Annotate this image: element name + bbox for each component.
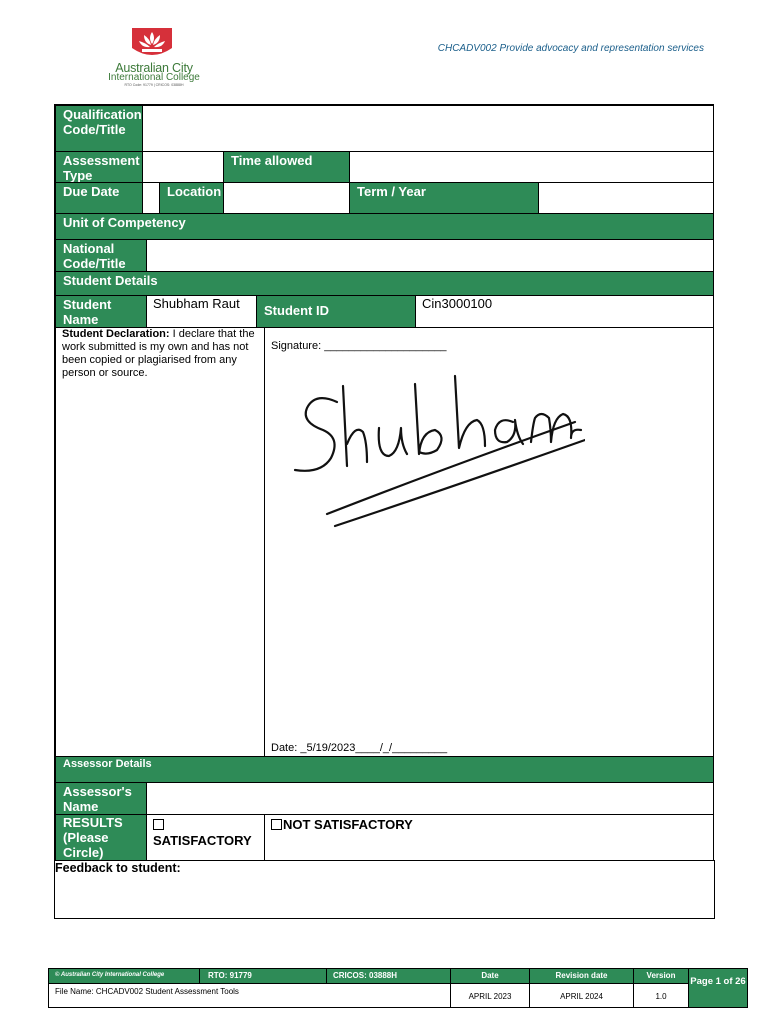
- declaration-text: I declare that the work submitted is my own and has not been copied or plagiarised from any person or source.: [62, 328, 255, 379]
- footer-version-header: Version: [633, 968, 689, 984]
- footer-copyright: © Australian City International College: [48, 968, 200, 984]
- not-satisfactory-option[interactable]: [264, 814, 714, 861]
- lotus-emblem-icon: [130, 26, 174, 60]
- satisfactory-checkbox-icon[interactable]: [153, 819, 164, 830]
- assessor-name-field[interactable]: [146, 782, 714, 815]
- location-label: Location: [159, 182, 224, 214]
- footer-date-header: Date: [450, 968, 530, 984]
- student-name-field[interactable]: Shubham Raut: [146, 295, 257, 328]
- signature-box[interactable]: [264, 327, 714, 757]
- student-details-header: Student Details: [55, 271, 714, 296]
- footer-version-value: 1.0: [633, 983, 689, 1008]
- footer-file-name: File Name: CHCADV002 Student Assessment Tools: [48, 983, 451, 1008]
- assessment-type-field[interactable]: [142, 151, 224, 183]
- student-name-label: Student Name: [55, 295, 147, 328]
- student-id-field[interactable]: Cin3000100: [415, 295, 714, 328]
- due-date-field[interactable]: [142, 182, 160, 214]
- satisfactory-option[interactable]: [146, 814, 265, 861]
- assessor-details-header: Assessor Details: [55, 756, 714, 783]
- assessment-cover-form: [54, 104, 714, 919]
- national-code-label: National Code/Title: [55, 239, 147, 272]
- document-footer: [48, 968, 748, 1008]
- document-title: CHCADV002 Provide advocacy and representation services: [437, 43, 704, 54]
- qualification-label: Qualification Code/Title: [55, 105, 143, 152]
- logo-name-line2: International College: [108, 72, 200, 83]
- satisfactory-label: SATISFACTORY: [153, 833, 252, 848]
- signature-label: Signature: ____________________: [271, 340, 447, 352]
- assessor-name-label: Assessor's Name: [55, 782, 147, 815]
- footer-date-value: APRIL 2023: [450, 983, 530, 1008]
- feedback-label: Feedback to student:: [55, 861, 181, 875]
- logo-codes: RTO Code: 91779 | CRICOS: 03888H: [124, 83, 184, 87]
- not-satisfactory-checkbox-icon[interactable]: [271, 819, 282, 830]
- qualification-field[interactable]: [142, 105, 714, 152]
- term-year-label: Term / Year: [349, 182, 539, 214]
- date-line: Date: _5/19/2023____/_/_________: [271, 742, 448, 754]
- results-label: RESULTS (Please Circle): [55, 814, 147, 861]
- declaration-heading: Student Declaration:: [62, 328, 170, 340]
- logo-name-line1: Australian City: [115, 61, 193, 75]
- due-date-label: Due Date: [55, 182, 143, 214]
- footer-cricos: CRICOS: 03888H: [326, 968, 451, 984]
- footer-revision-value: APRIL 2024: [529, 983, 634, 1008]
- footer-page-number: Page 1 of 26: [688, 968, 748, 1008]
- time-allowed-label: Time allowed: [223, 151, 350, 183]
- term-year-field[interactable]: [538, 182, 714, 214]
- national-code-field[interactable]: [146, 239, 714, 272]
- unit-of-competency-header: Unit of Competency: [55, 213, 714, 240]
- handwritten-signature: [285, 358, 585, 538]
- student-id-label: Student ID: [256, 295, 416, 328]
- location-field[interactable]: [223, 182, 350, 214]
- assessment-type-label: Assessment Type: [55, 151, 143, 183]
- footer-revision-header: Revision date: [529, 968, 634, 984]
- student-declaration: [55, 327, 265, 757]
- not-satisfactory-label: NOT SATISFACTORY: [283, 817, 413, 832]
- college-logo: [100, 24, 204, 86]
- time-allowed-field[interactable]: [349, 151, 714, 183]
- feedback-box[interactable]: [54, 860, 715, 919]
- footer-rto: RTO: 91779: [199, 968, 327, 984]
